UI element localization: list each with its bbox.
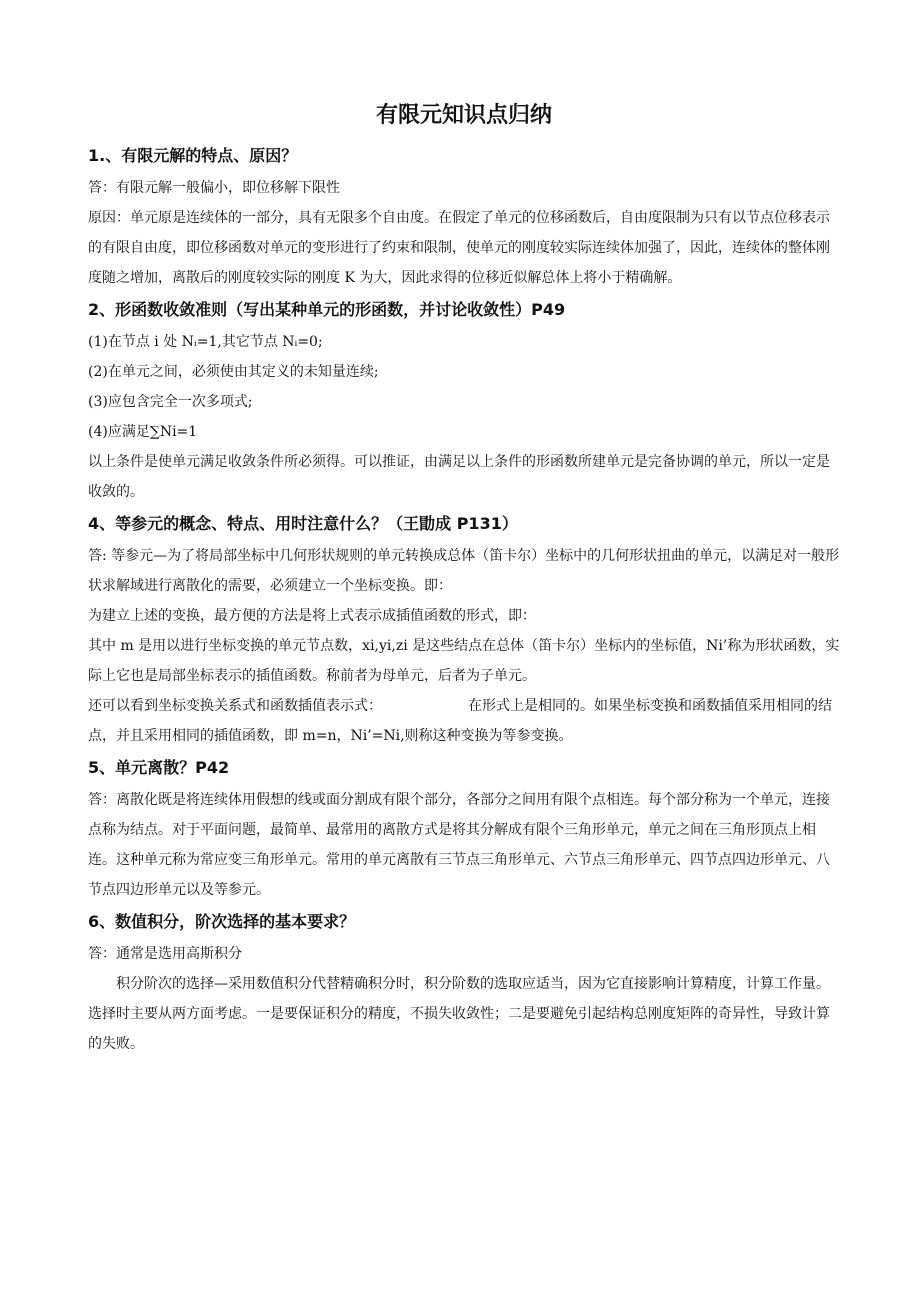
paragraph: (4)应满足∑Ni=1 xyxy=(88,424,198,440)
paragraph: 其中 m 是用以进行坐标变换的单元节点数，xi,yi,zi 是这些结点在总体（笛卡尔）坐标内的坐标值，Ni’称为形状函数，实际上它也是局部坐标表示的插值函数。称前者为母单元，后者为子单元。 xyxy=(88,638,840,684)
section-heading: 6、数值积分，阶次选择的基本要求？ xyxy=(88,912,356,931)
section-heading: 2、形函数收敛准则（写出某种单元的形函数，并讨论收敛性）P49 xyxy=(88,300,566,319)
section-5 xyxy=(88,755,840,905)
paragraph: 答：离散化既是将连续体用假想的线或面分割成有限个部分，各部分之间用有限个点相连。每个部分称为一个单元，连接点称为结点。对于平面问题，最简单、最常用的离散方式是将其分解成有限个三角形单元，单元之间在三角形顶点上相连。这种单元称为常应变三角形单元。常用的单元离散有三节点三角形单元、六节点三角形单元、四节点四边形单元、八节点四边形单元以及等参元。 xyxy=(88,792,830,898)
paragraph: 为建立上述的变换，最方便的方法是将上式表示成插值函数的形式，即： xyxy=(88,608,536,624)
section-2 xyxy=(88,297,840,507)
paragraph: 以上条件是使单元满足收敛条件所必须得。可以推证，由满足以上条件的形函数所建单元是完备协调的单元，所以一定是收敛的。 xyxy=(88,454,830,500)
section-4 xyxy=(88,511,840,751)
section-heading: 1.、有限元解的特点、原因？ xyxy=(88,146,298,165)
section-6 xyxy=(88,909,840,1059)
section-heading: 4、等参元的概念、特点、用时注意什么？（王勖成 P131） xyxy=(88,514,518,533)
paragraph: 答: 等参元—为了将局部坐标中几何形状规则的单元转换成总体（笛卡尔）坐标中的几何形状扭曲的单元，以满足对一般形状求解域进行离散化的需要，必须建立一个坐标变换。即： xyxy=(88,548,840,594)
paragraph: (3)应包含完全一次多项式; xyxy=(88,394,253,410)
paragraph xyxy=(88,691,840,751)
paragraph-part-a: 还可以看到坐标变换关系式和函数插值表示式： xyxy=(88,698,382,714)
section-heading: 5、单元离散？P42 xyxy=(88,758,230,777)
paragraph: (1)在节点 i 处 Nᵢ=1,其它节点 Nᵢ=0; xyxy=(88,334,323,350)
paragraph: 答：通常是选用高斯积分 xyxy=(88,946,242,962)
paragraph: 原因：单元原是连续体的一部分，具有无限多个自由度。在假定了单元的位移函数后，自由度限制为只有以节点位移表示的有限自由度，即位移函数对单元的变形进行了约束和限制，使单元的刚度较实际连续体加强了，因此，连续体的整体刚度随之增加，离散后的刚度较实际的刚度 K 为大，因此求得的位移近似解总体上将小于精确解。 xyxy=(88,210,830,286)
paragraph: (2)在单元之间，必须使由其定义的未知量连续; xyxy=(88,364,379,380)
section-1 xyxy=(88,143,840,293)
paragraph: 答：有限元解一般偏小，即位移解下限性 xyxy=(88,180,340,196)
paragraph: 积分阶次的选择—采用数值积分代替精确积分时，积分阶数的选取应适当，因为它直接影响计算精度，计算工作量。选择时主要从两方面考虑。一是要保证积分的精度，不损失收敛性；二是要避免引起结构总刚度矩阵的奇异性，导致计算的失败。 xyxy=(88,976,830,1052)
document-title: 有限元知识点归纳 xyxy=(375,103,552,128)
paragraph-part-b: 在形式上是相同的。如果坐标变换和函数插值采用相同的结点，并且采用相同的插值函数，即 m=n，Ni’=Ni,则称这种变换为等参变换。 xyxy=(88,698,832,744)
